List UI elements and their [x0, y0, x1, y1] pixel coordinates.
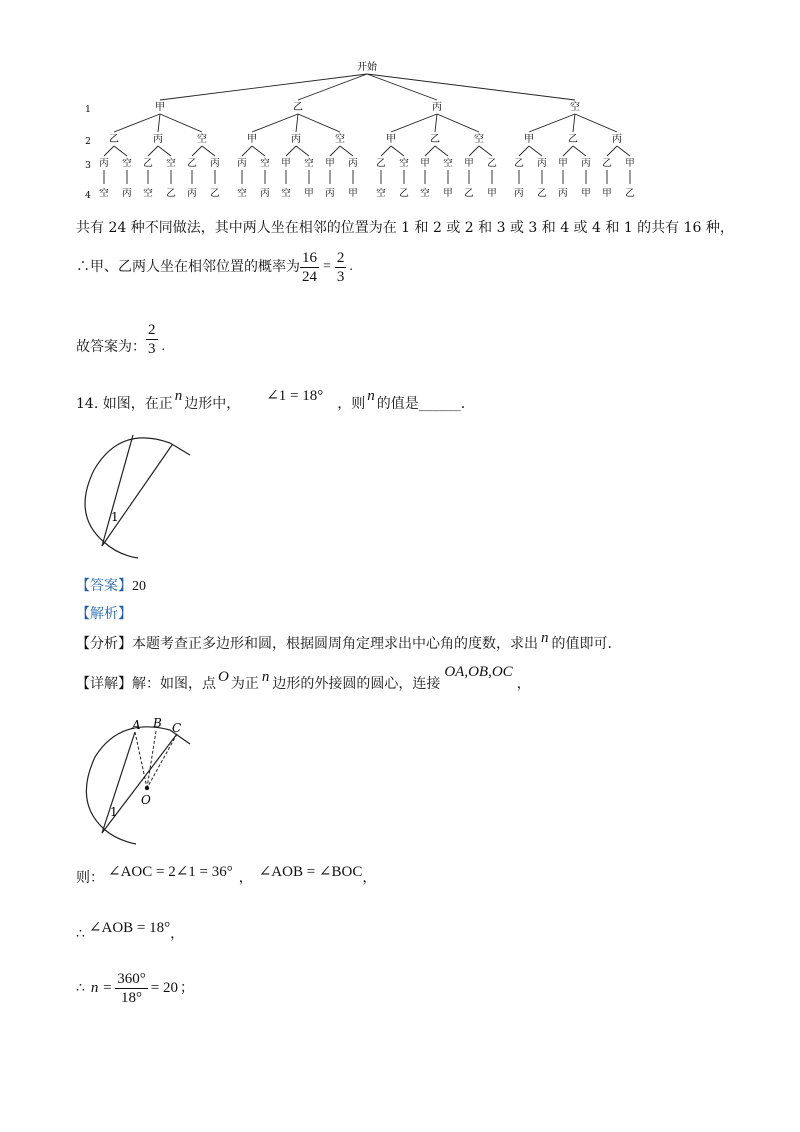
label-c: C [172, 721, 182, 735]
chord-line [102, 435, 133, 546]
step-1-prefix: 则： [76, 870, 104, 886]
probability-line [76, 246, 353, 288]
step-1-sep: ， [238, 870, 253, 886]
tree-node-level2: 空 [335, 134, 345, 145]
step-3-fraction [115, 970, 148, 1007]
fraction-denominator: 24 [302, 268, 317, 285]
tree-node-level3: 甲 [558, 158, 568, 169]
tree-branch [573, 146, 586, 156]
question-14-tail: 的值是______. [376, 396, 466, 412]
tree-node-level4: 丙 [558, 188, 568, 199]
tree-branch [158, 146, 171, 156]
segments-oa-ob-oc: OA,OB,OC [444, 664, 513, 680]
tree-node-level3: 乙 [376, 158, 386, 169]
tree-node-level3: 丙 [537, 158, 547, 169]
tree-branch [252, 146, 265, 156]
var-n: n [261, 669, 270, 685]
angle-condition: ∠1 = 18° [266, 388, 324, 404]
tree-node-level3: 甲 [464, 158, 474, 169]
tree-node-level3: 丙 [99, 158, 109, 169]
tree-branch [469, 146, 479, 156]
tree-node-level3: 空 [443, 158, 453, 169]
solution-figure [80, 712, 205, 852]
xiangjie-tag: 【详解】 [76, 676, 132, 692]
tree-branch [367, 74, 575, 100]
tree-node-level3: 丙 [581, 158, 591, 169]
question-14-number: 14. 如图，在正 [76, 396, 173, 412]
var-n: n [367, 388, 375, 404]
analysis-tag: 【解析】 [76, 606, 132, 622]
tree-branch [437, 114, 479, 132]
tree-node-level3: 甲 [281, 158, 291, 169]
xiangjie-text2: 为正 [230, 676, 259, 692]
fraction-denominator: 3 [148, 341, 156, 357]
tree-branch [617, 146, 630, 156]
tree-node-level4: 空 [99, 188, 109, 199]
tree-node-level3: 空 [399, 158, 409, 169]
period: . [161, 339, 165, 354]
step-1-equation-2: ∠AOB = ∠BOC [258, 864, 363, 880]
tree-node-level3: 空 [304, 158, 314, 169]
xiangjie-text4: ， [516, 676, 531, 692]
tree-branch [202, 146, 215, 156]
tree-node-level4: 甲 [581, 188, 591, 199]
tree-branch [340, 146, 353, 156]
tree-branch [435, 146, 448, 156]
tree-branch [286, 146, 296, 156]
segment-oa [135, 732, 147, 788]
tree-branch [425, 146, 435, 156]
tree-node-level2: 甲 [386, 134, 396, 145]
tree-branch [296, 114, 298, 132]
step-1-equation: ∠AOC = 2∠1 = 36° [108, 864, 233, 880]
fraction-16-24 [300, 249, 319, 286]
tree-node-level4: 甲 [602, 188, 612, 199]
tree-node-level4: 空 [420, 188, 430, 199]
tree-branch [296, 146, 309, 156]
tree-branch [367, 74, 437, 100]
tree-node-level1: 空 [570, 102, 580, 113]
fenxi-text: 本题考查正多边形和圆，根据圆周角定理求出中心角的度数，求出 [132, 636, 538, 652]
tree-node-level3: 丙 [237, 158, 247, 169]
tree-node-level3: 空 [122, 158, 132, 169]
fraction-2-3 [335, 249, 347, 286]
var-n: n [541, 630, 549, 646]
tree-branch [114, 146, 127, 156]
tree-node-level3: 甲 [325, 158, 335, 169]
question-14-figure [80, 430, 200, 565]
tree-node-level3: 乙 [187, 158, 197, 169]
question-14-sep: ，则 [337, 396, 366, 412]
tree-node-level3: 空 [166, 158, 176, 169]
tree-root: 开始 [357, 62, 377, 73]
tree-node-level3: 空 [260, 158, 270, 169]
tree-node-level4: 丙 [514, 188, 524, 199]
tree-node-level3: 乙 [514, 158, 524, 169]
tree-branch [114, 114, 160, 132]
tree-node-level2: 空 [474, 134, 484, 145]
tree-node-level3: 丙 [348, 158, 358, 169]
tree-node-level2: 甲 [247, 134, 257, 145]
fraction-denominator: 18° [121, 989, 143, 1006]
tree-branch [391, 146, 404, 156]
tree-node-level4: 丙 [187, 188, 197, 199]
tree-node-level4: 甲 [304, 188, 314, 199]
answer-value: 20 [132, 579, 146, 594]
circle-arc [86, 727, 170, 844]
tree-node-level2: 乙 [430, 134, 440, 145]
tree-node-level4: 丙 [122, 188, 132, 199]
tree-node-level2: 丙 [612, 134, 622, 145]
center-point-o [145, 786, 149, 790]
label-o: O [141, 793, 151, 807]
tree-branch [148, 146, 158, 156]
tree-branch [160, 74, 367, 100]
answer-13-prefix: 故答案为： [76, 339, 146, 355]
fraction-numerator: 16 [302, 249, 317, 266]
tree-branch [607, 146, 617, 156]
step-2 [76, 920, 185, 944]
tree-node-level2: 空 [197, 134, 207, 145]
chord-line [102, 445, 172, 546]
tree-node-level2: 甲 [524, 134, 534, 145]
tree-node-level3: 乙 [602, 158, 612, 169]
var-n: n [174, 388, 183, 404]
tree-node-level4: 甲 [487, 188, 497, 199]
step-3-rhs: = 20 [150, 980, 179, 996]
tree-node-level3: 甲 [420, 158, 430, 169]
step-3-lhs: n = [90, 980, 113, 996]
angle-label-1: 1 [111, 510, 119, 524]
step-3-suffix: ； [180, 980, 195, 996]
solution-line-total: 共有 24 种不同做法，其中两人坐在相邻的位置为在 1 和 2 或 2 和 3 或 3 和 4 或 4 和 1 的共有 16 种， [76, 220, 734, 236]
tree-branch [519, 146, 529, 156]
tree-node-level4: 空 [237, 188, 247, 199]
question-14-text: 边形中， [184, 396, 241, 412]
level-label: 2 [85, 137, 91, 147]
tree-node-level4: 乙 [464, 188, 474, 199]
tree-branch [573, 114, 575, 132]
tree-branch [529, 146, 542, 156]
tree-node-level4: 乙 [210, 188, 220, 199]
tree-node-level1: 丙 [432, 102, 442, 113]
chord-ca [102, 732, 135, 833]
fenxi-tag: 【分析】 [76, 636, 132, 652]
tree-branch [252, 114, 298, 132]
tree-branch [529, 114, 575, 132]
answer-tag: 【答案】 [76, 578, 132, 594]
tree-node-level3: 乙 [487, 158, 497, 169]
tree-branch [160, 114, 202, 132]
answer-13-fraction [146, 321, 158, 358]
fenxi-tail: 的值即可. [551, 636, 612, 652]
answer-13-line [76, 316, 165, 358]
tree-branch [381, 146, 391, 156]
step-2-equation: ∠AOB = 18° [88, 920, 171, 936]
step-1-suffix: ， [362, 870, 377, 886]
angle-label-1: 1 [110, 805, 118, 819]
tree-node-level3: 甲 [625, 158, 635, 169]
tree-branch [242, 146, 252, 156]
tree-node-level4: 甲 [443, 188, 453, 199]
label-a: A [132, 718, 141, 732]
fraction-numerator: 2 [148, 322, 156, 338]
question-14 [76, 388, 466, 420]
tree-node-level4: 甲 [348, 188, 358, 199]
tree-node-level4: 空 [376, 188, 386, 199]
fraction-denominator: 3 [336, 268, 345, 285]
tree-node-level4: 乙 [399, 188, 409, 199]
step-3 [76, 966, 194, 1010]
tree-node-level2: 丙 [291, 134, 301, 145]
tree-node-level4: 乙 [625, 188, 635, 199]
tree-node-level1: 甲 [155, 102, 165, 113]
tree-branch [192, 146, 202, 156]
circle-arc-end [170, 443, 190, 455]
tree-node-level4: 丙 [325, 188, 335, 199]
tree-branch [435, 114, 437, 132]
tree-branch [104, 146, 114, 156]
fraction-numerator: 360° [117, 970, 146, 987]
tree-branch [330, 146, 340, 156]
tree-branch [298, 114, 340, 132]
tree-node-level3: 丙 [210, 158, 220, 169]
xiangjie-line [76, 664, 531, 694]
tree-node-level3: 乙 [143, 158, 153, 169]
therefore-symbol: ∴ [76, 926, 85, 942]
tree-node-level4: 空 [281, 188, 291, 199]
tree-branch [563, 146, 573, 156]
fraction-numerator: 2 [336, 249, 345, 266]
var-o: O [218, 669, 229, 685]
tree-node-level4: 丙 [260, 188, 270, 199]
period: . [349, 259, 353, 274]
tree-node-level4: 乙 [166, 188, 176, 199]
answer-line [76, 576, 146, 597]
step-2-suffix: ， [170, 926, 185, 942]
tree-node-level2: 丙 [153, 134, 163, 145]
xiangjie-text3: 边形的外接圆的圆心，连接 [272, 676, 441, 692]
probability-text: ∴甲、乙两人坐在相邻位置的概率为 [76, 259, 300, 275]
tree-branch [479, 146, 492, 156]
level-label: 3 [85, 161, 91, 171]
tree-node-level1: 乙 [293, 102, 303, 113]
fenxi-line [76, 630, 612, 654]
equals-sign: = [323, 259, 331, 274]
tree-node-level4: 空 [143, 188, 153, 199]
step-1 [76, 864, 377, 888]
tree-node-level4: 乙 [537, 188, 547, 199]
tree-branch [158, 114, 160, 132]
therefore-symbol: ∴ [76, 980, 85, 996]
probability-tree-diagram [70, 58, 730, 204]
xiangjie-text1: 解：如图，点 [132, 676, 216, 692]
tree-node-level2: 乙 [109, 134, 119, 145]
level-label: 1 [85, 105, 91, 115]
label-b: B [153, 716, 162, 730]
tree-node-level2: 乙 [568, 134, 578, 145]
tree-branch [575, 114, 617, 132]
tree-branch [391, 114, 437, 132]
level-label: 4 [85, 191, 91, 201]
